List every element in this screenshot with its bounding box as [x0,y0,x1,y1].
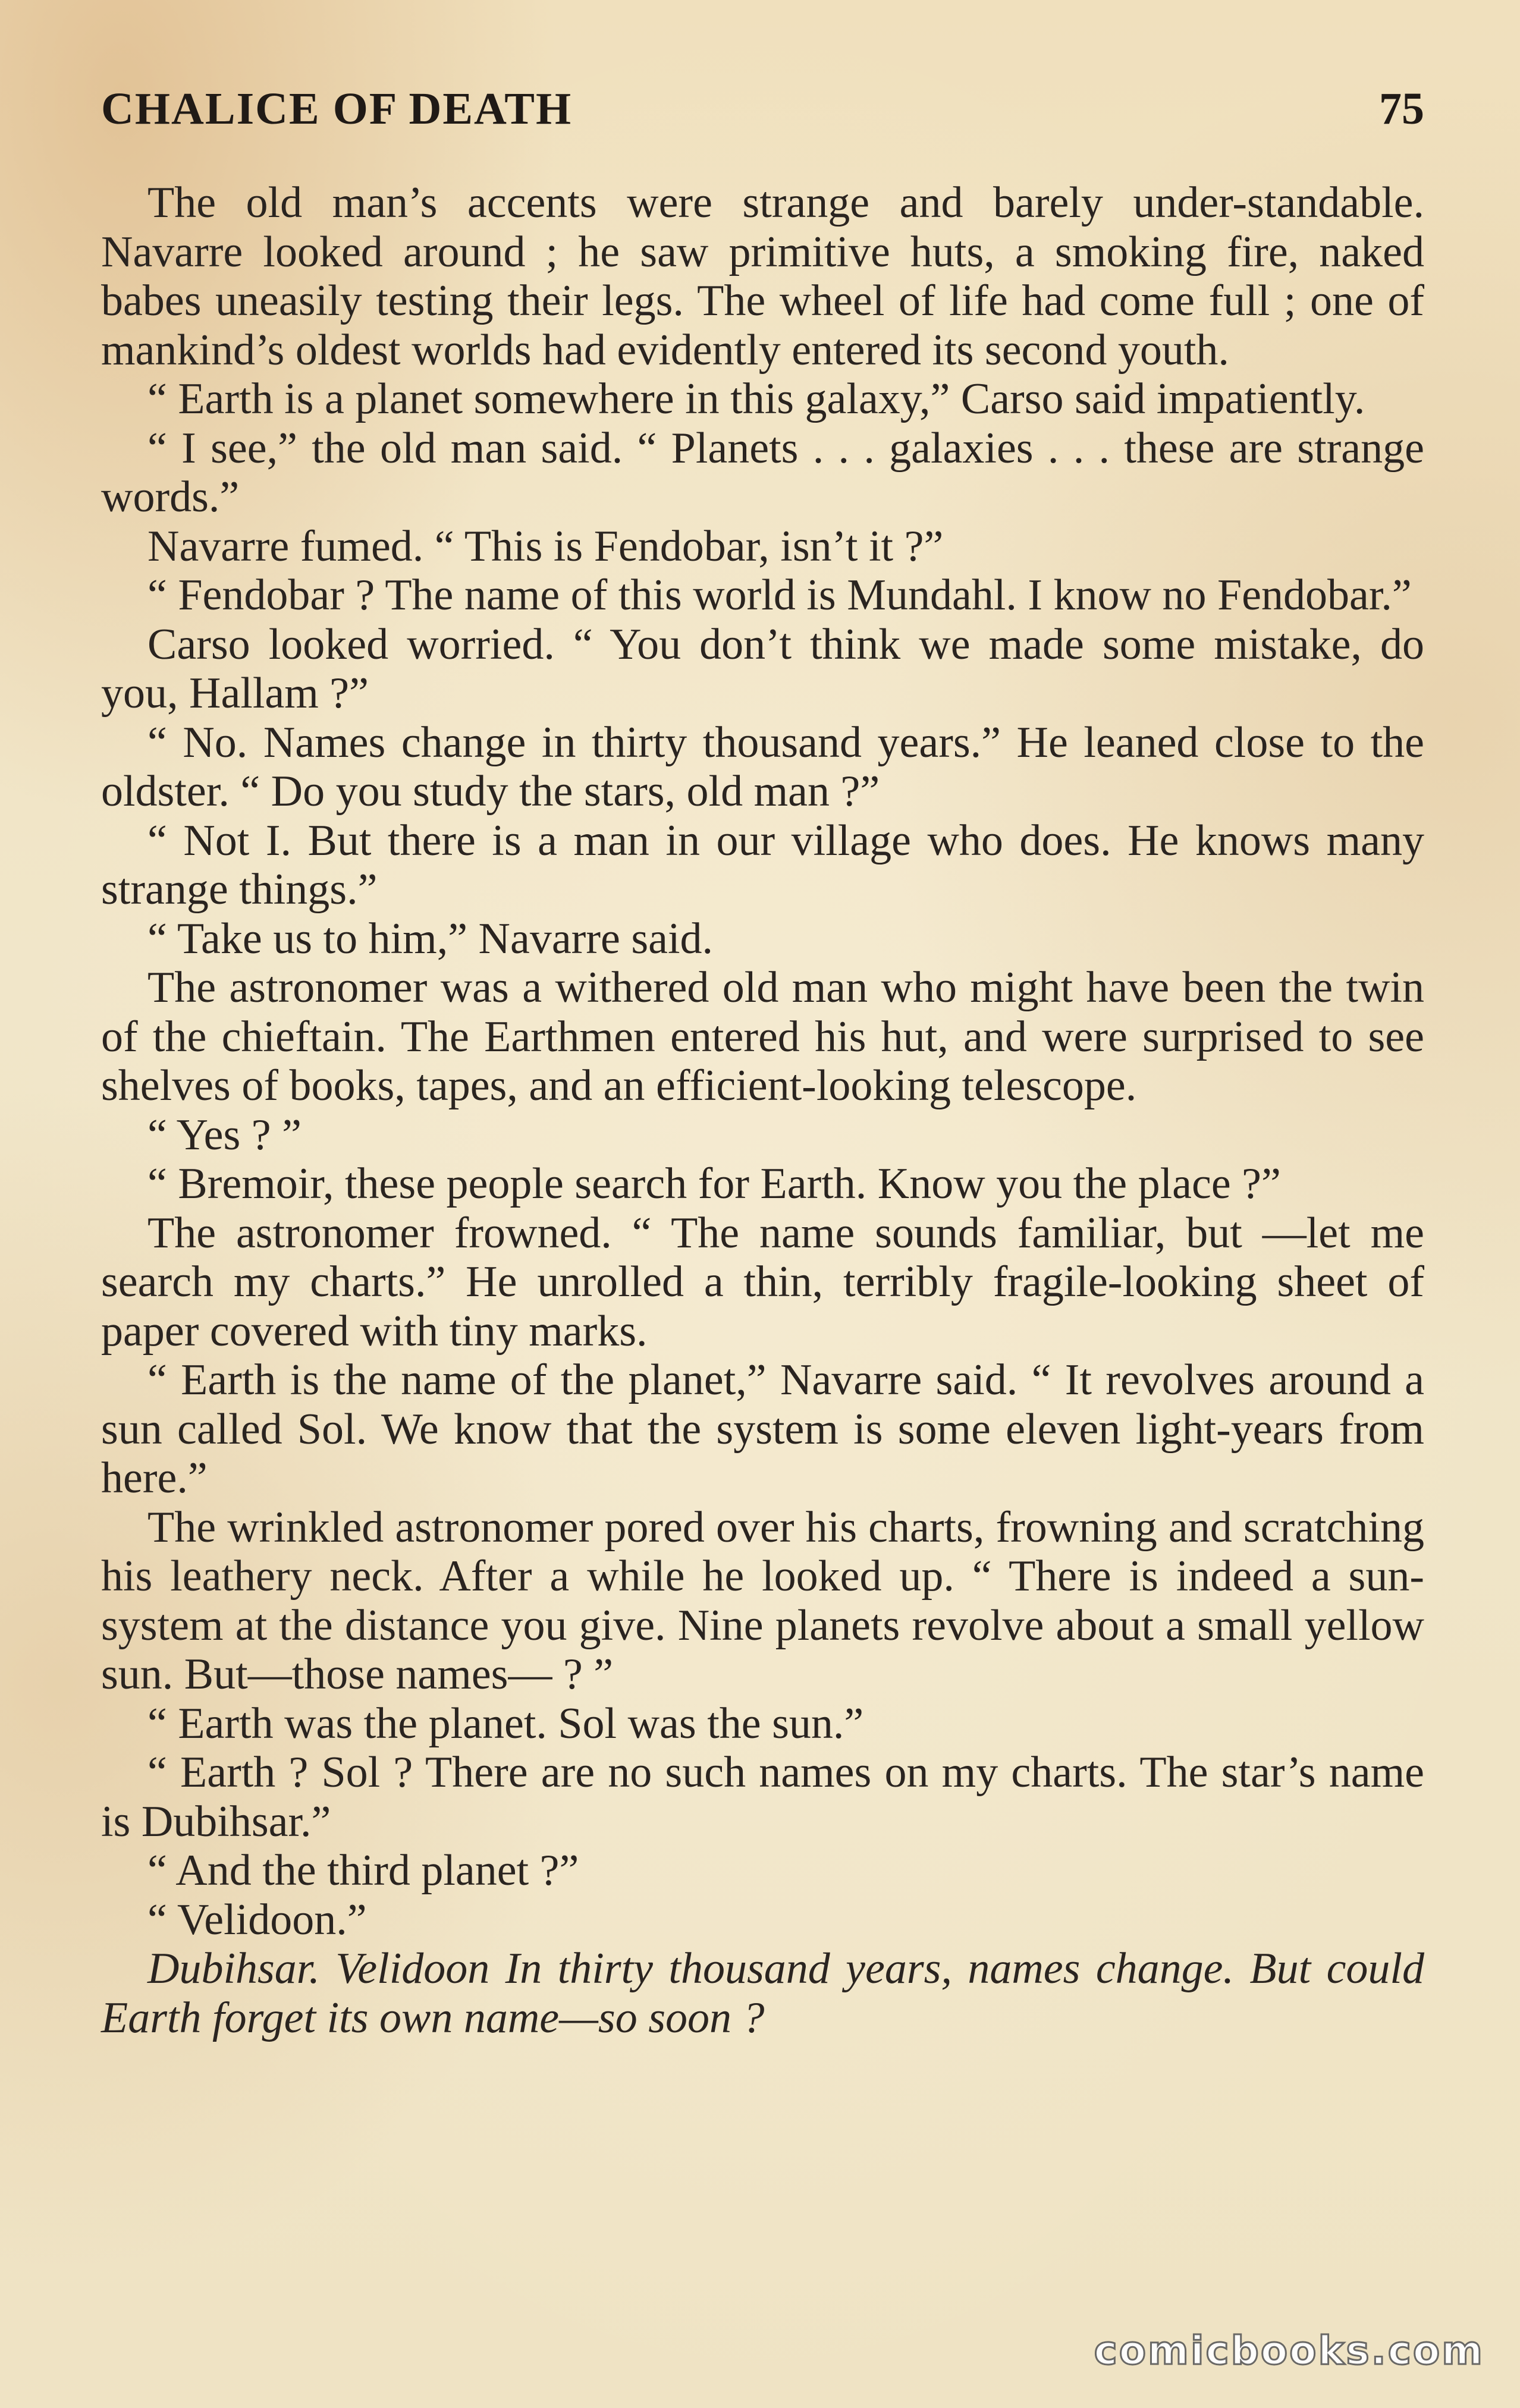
paragraph: Carso looked worried. “ You don’t think we made some mistake, do you, Hallam ?” [101,620,1424,718]
paragraph: The astronomer was a withered old man who might have been the twin of the chieftain. The Earthmen entered his hut, and were surprised to see shelves of books, tapes, and an efficient-looking telescope. [101,963,1424,1110]
paragraph: “ Earth is a planet somewhere in this galaxy,” Carso said impatiently. [147,375,1365,423]
paragraph: “ No. Names change in thirty thousand years.” He leaned close to the oldster. “ Do you study the stars, old man ?” [101,718,1424,816]
body-text [101,178,1424,2042]
paragraph: “ Earth is the name of the planet,” Navarre said. “ It revolves around a sun called Sol. We know that the system is some eleven light-years from here.” [101,1356,1424,1502]
paragraph: “ I see,” the old man said. “ Planets . . . galaxies . . . these are strange words.” [101,423,1424,521]
paragraph: “ Earth was the planet. Sol was the sun.” [147,1699,864,1748]
paragraph: “ And the third planet ?” [147,1846,579,1895]
paragraph: “ Take us to him,” Navarre said. [147,914,714,963]
paragraph: “ Bremoir, these people search for Earth. Know you the place ?” [147,1159,1281,1208]
watermark: comicbooks.com [1094,2328,1484,2374]
running-title: CHALICE OF DEATH [101,84,573,134]
paragraph: “ Earth ? Sol ? There are no such names on my charts. The star’s name is Dubihsar.” [101,1748,1424,1846]
italic-paragraph: Dubihsar. Velidoon In thirty thousand years, names change. But could Earth forget its own name—so soon ? [101,1944,1424,2042]
paragraph: The old man’s accents were strange and barely under-standable. Navarre looked around ; he saw primitive huts, a smoking fire, naked babes uneasily testing their legs. The wheel of life had come full ; one of mankind’s oldest worlds had evidently entered its second youth. [101,178,1424,375]
paragraph: “ Velidoon.” [147,1895,367,1944]
paragraph: The wrinkled astronomer pored over his charts, frowning and scratching his leathery neck. After a while he looked up. “ There is indeed a sun-system at the distance you give. Nine planets revolve about a small yellow sun. But—those names— ? ” [101,1502,1424,1699]
page-number: 75 [1379,84,1424,134]
paragraph: Navarre fumed. “ This is Fendobar, isn’t it ?” [147,521,944,571]
paragraph: The astronomer frowned. “ The name sounds familiar, but —let me search my charts.” He unrolled a thin, terribly fragile-looking sheet of paper covered with tiny marks. [101,1208,1424,1356]
running-head [101,83,1424,155]
paragraph: “ Yes ? ” [147,1110,302,1159]
paragraph: “ Not I. But there is a man in our village who does. He knows many strange things.” [101,816,1424,914]
paragraph: “ Fendobar ? The name of this world is Mundahl. I know no Fendobar.” [147,571,1412,620]
book-page [101,83,1424,2042]
